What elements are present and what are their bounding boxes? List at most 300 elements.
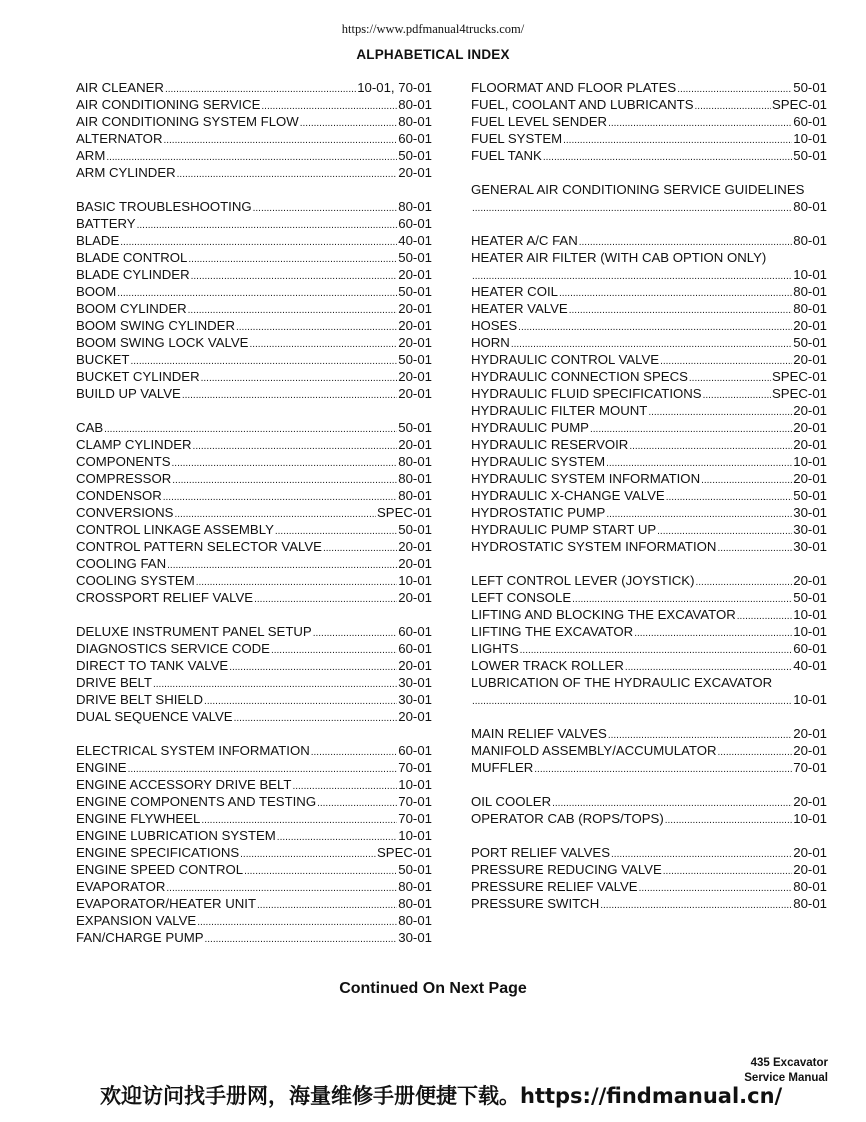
dot-leader xyxy=(236,317,397,334)
dot-leader xyxy=(717,742,792,759)
index-entry xyxy=(76,300,432,317)
index-entry-name: HYDRAULIC SYSTEM xyxy=(471,454,606,469)
dot-leader xyxy=(572,589,792,606)
index-entry-name: HYDRAULIC RESERVOIR xyxy=(471,437,629,452)
index-entry-page: 20-01 xyxy=(398,709,432,724)
dot-leader xyxy=(663,861,792,878)
index-entry xyxy=(76,572,432,589)
index-spacer xyxy=(471,827,827,844)
dot-leader xyxy=(677,79,792,96)
index-entry-page: 30-01 xyxy=(793,522,827,537)
index-entry xyxy=(471,606,827,623)
dot-leader xyxy=(131,351,398,368)
index-entry xyxy=(471,436,827,453)
index-entry xyxy=(471,878,827,895)
dot-leader xyxy=(695,96,771,113)
index-entry xyxy=(471,385,827,402)
dot-leader xyxy=(201,810,397,827)
dot-leader xyxy=(204,691,397,708)
index-entry xyxy=(76,79,432,96)
dot-leader xyxy=(271,640,397,657)
index-entry-name: DELUXE INSTRUMENT PANEL SETUP xyxy=(76,624,312,639)
dot-leader xyxy=(163,130,397,147)
index-entry-name: EVAPORATOR xyxy=(76,879,166,894)
index-entry-name: OPERATOR CAB (ROPS/TOPS) xyxy=(471,811,664,826)
dot-leader xyxy=(234,708,398,725)
index-entry-page: SPEC-01 xyxy=(772,369,827,384)
index-entry-name: CONDENSOR xyxy=(76,488,162,503)
index-entry-name: LIFTING THE EXCAVATOR xyxy=(471,624,634,639)
dot-leader xyxy=(275,521,397,538)
index-entry-name: DRIVE BELT SHIELD xyxy=(76,692,204,707)
dot-leader xyxy=(629,436,792,453)
index-spacer xyxy=(471,164,827,181)
index-entry-name: BOOM xyxy=(76,284,117,299)
index-entry-name: BLADE xyxy=(76,233,120,248)
index-entry-page: 10-01 xyxy=(793,454,827,469)
index-entry-name: MANIFOLD ASSEMBLY/ACCUMULATOR xyxy=(471,743,717,758)
dot-leader xyxy=(117,283,397,300)
index-entry xyxy=(76,113,432,130)
index-entry-name: ELECTRICAL SYSTEM INFORMATION xyxy=(76,743,310,758)
index-entry-page: 60-01 xyxy=(793,641,827,656)
index-entry-page: 10-01, 70-01 xyxy=(357,80,432,95)
index-entry xyxy=(76,317,432,334)
dot-leader xyxy=(606,453,792,470)
index-entry xyxy=(76,810,432,827)
index-entry-page: 10-01 xyxy=(793,131,827,146)
index-entry xyxy=(76,198,432,215)
index-entry-page: 20-01 xyxy=(398,556,432,571)
index-entry xyxy=(76,385,432,402)
dot-leader xyxy=(188,300,398,317)
index-entry-name: LIFTING AND BLOCKING THE EXCAVATOR xyxy=(471,607,736,622)
index-entry xyxy=(471,249,827,266)
index-entry-name: HYDRAULIC SYSTEM INFORMATION xyxy=(471,471,701,486)
index-entry xyxy=(471,266,827,283)
index-entry-name: HEATER COIL xyxy=(471,284,558,299)
index-entry-page: 20-01 xyxy=(793,743,827,758)
index-spacer xyxy=(76,606,432,623)
index-spacer xyxy=(471,555,827,572)
index-entry xyxy=(76,334,432,351)
index-entry-page: 30-01 xyxy=(398,692,432,707)
dot-leader xyxy=(559,283,792,300)
index-entry-name: HYDRAULIC FLUID SPECIFICATIONS xyxy=(471,386,702,401)
index-entry-name: CROSSPORT RELIEF VALVE xyxy=(76,590,254,605)
dot-leader xyxy=(703,385,771,402)
index-entry-page: 80-01 xyxy=(398,114,432,129)
index-entry xyxy=(76,453,432,470)
index-entry-name: HEATER A/C FAN xyxy=(471,233,578,248)
index-entry-name: AIR CONDITIONING SYSTEM FLOW xyxy=(76,114,299,129)
index-entry-name: BUILD UP VALVE xyxy=(76,386,181,401)
index-entry xyxy=(471,351,827,368)
dot-leader xyxy=(128,759,398,776)
index-entry-name: CONVERSIONS xyxy=(76,505,174,520)
index-entry xyxy=(471,861,827,878)
dot-leader xyxy=(665,810,793,827)
dot-leader xyxy=(253,198,398,215)
index-entry-name: HYDROSTATIC PUMP xyxy=(471,505,606,520)
index-entry-name: HYDRAULIC CONTROL VALVE xyxy=(471,352,660,367)
dot-leader xyxy=(660,351,792,368)
index-spacer xyxy=(76,725,432,742)
index-entry-page: 20-01 xyxy=(398,386,432,401)
index-entry xyxy=(471,725,827,742)
index-entry-name: COOLING SYSTEM xyxy=(76,573,195,588)
index-entry-page: 70-01 xyxy=(793,760,827,775)
index-entry-page: 80-01 xyxy=(398,97,432,112)
index-entry-name: BOOM SWING LOCK VALVE xyxy=(76,335,249,350)
index-entry xyxy=(471,657,827,674)
index-entry-name: FUEL, COOLANT AND LUBRICANTS xyxy=(471,97,694,112)
index-entry-page: 80-01 xyxy=(793,233,827,248)
index-entry xyxy=(76,419,432,436)
dot-leader xyxy=(249,334,397,351)
index-entry xyxy=(76,623,432,640)
index-entry-page: 20-01 xyxy=(398,318,432,333)
index-entry xyxy=(76,827,432,844)
index-entry-name: HYDRAULIC PUMP xyxy=(471,420,589,435)
index-entry-name: ENGINE COMPONENTS AND TESTING xyxy=(76,794,317,809)
index-entry-page: 80-01 xyxy=(398,488,432,503)
index-entry xyxy=(471,793,827,810)
index-entry xyxy=(471,674,827,691)
index-entry-page: 80-01 xyxy=(793,284,827,299)
index-entry-page: 60-01 xyxy=(793,114,827,129)
index-entry-name: BLADE CONTROL xyxy=(76,250,188,265)
index-entry-page: 10-01 xyxy=(793,811,827,826)
dot-leader xyxy=(657,521,792,538)
index-entry-page: 20-01 xyxy=(398,335,432,350)
dot-leader xyxy=(611,844,792,861)
index-entry xyxy=(76,96,432,113)
dot-leader xyxy=(534,759,792,776)
index-entry-page: SPEC-01 xyxy=(377,505,432,520)
index-entry-name: ENGINE FLYWHEEL xyxy=(76,811,201,826)
dot-leader xyxy=(165,79,356,96)
dot-leader xyxy=(254,589,397,606)
index-entry-name: OIL COOLER xyxy=(471,794,552,809)
download-banner: 欢迎访问找手册网，海量维修手册便捷下载。https://findmanual.cn/ xyxy=(100,1084,783,1108)
index-entry-page: 10-01 xyxy=(793,267,827,282)
index-entry-page: 20-01 xyxy=(793,318,827,333)
index-entry-name: HEATER VALVE xyxy=(471,301,568,316)
index-entry-page: 80-01 xyxy=(398,454,432,469)
dot-leader xyxy=(569,300,793,317)
index-entry-name: AIR CLEANER xyxy=(76,80,164,95)
index-entry xyxy=(471,589,827,606)
index-entry-page: 10-01 xyxy=(793,624,827,639)
index-entry-name: BUCKET xyxy=(76,352,130,367)
index-entry-name: FLOORMAT AND FLOOR PLATES xyxy=(471,80,677,95)
dot-leader xyxy=(317,793,397,810)
dot-leader xyxy=(625,657,792,674)
index-entry-page: 50-01 xyxy=(793,488,827,503)
index-entry-page: 70-01 xyxy=(398,811,432,826)
dot-leader xyxy=(177,164,398,181)
index-entry xyxy=(471,572,827,589)
index-entry-name: CLAMP CYLINDER xyxy=(76,437,192,452)
footer-model: 435 Excavator xyxy=(750,1057,828,1069)
dot-leader xyxy=(167,555,397,572)
index-entry xyxy=(76,487,432,504)
dot-leader xyxy=(188,249,397,266)
dot-leader xyxy=(174,504,376,521)
dot-leader xyxy=(191,266,398,283)
index-entry-page: 20-01 xyxy=(793,794,827,809)
index-entry xyxy=(471,623,827,640)
index-entry xyxy=(76,742,432,759)
index-entry-name: EXPANSION VALVE xyxy=(76,913,197,928)
index-entry-name: HYDRAULIC PUMP START UP xyxy=(471,522,657,537)
dot-leader xyxy=(163,487,398,504)
index-entry xyxy=(76,640,432,657)
index-entry-page: 70-01 xyxy=(398,794,432,809)
index-entry-name: FUEL LEVEL SENDER xyxy=(471,114,608,129)
index-entry-page: 30-01 xyxy=(793,505,827,520)
dot-leader xyxy=(472,198,792,215)
index-entry-page: 20-01 xyxy=(398,658,432,673)
dot-leader xyxy=(666,487,793,504)
index-entry xyxy=(76,589,432,606)
index-entry-page: 20-01 xyxy=(398,539,432,554)
index-entry-page: 50-01 xyxy=(398,148,432,163)
index-entry-page: SPEC-01 xyxy=(772,386,827,401)
page-title: ALPHABETICAL INDEX xyxy=(356,47,510,62)
dot-leader xyxy=(104,419,397,436)
dot-leader xyxy=(240,844,376,861)
index-entry-name: HORN xyxy=(471,335,510,350)
index-entry xyxy=(471,283,827,300)
index-entry-name: AIR CONDITIONING SERVICE xyxy=(76,97,261,112)
index-entry-name: ENGINE SPEED CONTROL xyxy=(76,862,244,877)
index-entry xyxy=(471,419,827,436)
footer-manual: Service Manual xyxy=(744,1072,828,1084)
index-entry-page: 80-01 xyxy=(398,199,432,214)
index-entry xyxy=(76,504,432,521)
index-spacer xyxy=(471,215,827,232)
index-entry-name: FUEL SYSTEM xyxy=(471,131,563,146)
dot-leader xyxy=(639,878,793,895)
index-entry-page: 10-01 xyxy=(793,607,827,622)
index-entry-name: CONTROL LINKAGE ASSEMBLY xyxy=(76,522,274,537)
dot-leader xyxy=(520,640,793,657)
index-entry xyxy=(76,266,432,283)
index-entry-name: HYDRAULIC CONNECTION SPECS xyxy=(471,369,688,384)
index-entry-page: 20-01 xyxy=(398,301,432,316)
index-entry xyxy=(471,130,827,147)
index-entry-page: 50-01 xyxy=(793,148,827,163)
dot-leader xyxy=(648,402,792,419)
index-entry-name: LUBRICATION OF THE HYDRAULIC EXCAVATOR xyxy=(471,675,773,690)
index-entry-name: BATTERY xyxy=(76,216,136,231)
dot-leader xyxy=(244,861,397,878)
index-entry-name: BOOM CYLINDER xyxy=(76,301,187,316)
dot-leader xyxy=(543,147,792,164)
dot-leader xyxy=(563,130,792,147)
index-entry xyxy=(471,300,827,317)
dot-leader xyxy=(737,606,792,623)
index-entry xyxy=(471,487,827,504)
index-entry xyxy=(471,844,827,861)
dot-leader xyxy=(261,96,397,113)
index-entry xyxy=(76,249,432,266)
dot-leader xyxy=(182,385,397,402)
index-entry-page: 10-01 xyxy=(793,692,827,707)
index-entry xyxy=(471,759,827,776)
index-entry-page: 20-01 xyxy=(398,369,432,384)
index-entry-page: 80-01 xyxy=(793,199,827,214)
dot-leader xyxy=(608,113,792,130)
index-entry xyxy=(76,232,432,249)
index-entry-name: LEFT CONTROL LEVER (JOYSTICK) xyxy=(471,573,695,588)
index-entry-name: ARM CYLINDER xyxy=(76,165,176,180)
index-entry xyxy=(76,878,432,895)
index-entry xyxy=(471,368,827,385)
index-entry-page: 80-01 xyxy=(793,301,827,316)
index-entry-page: 20-01 xyxy=(793,726,827,741)
dot-leader xyxy=(292,776,397,793)
index-entry-name: ENGINE LUBRICATION SYSTEM xyxy=(76,828,276,843)
index-entry-page: 50-01 xyxy=(398,420,432,435)
index-entry-name: COOLING FAN xyxy=(76,556,167,571)
index-entry-page: 70-01 xyxy=(398,760,432,775)
dot-leader xyxy=(120,232,397,249)
index-entry xyxy=(76,929,432,946)
dot-leader xyxy=(472,266,792,283)
index-entry-name: LOWER TRACK ROLLER xyxy=(471,658,624,673)
dot-leader xyxy=(205,929,398,946)
index-entry-name: CAB xyxy=(76,420,104,435)
index-entry-page: 50-01 xyxy=(398,522,432,537)
index-entry-page: 20-01 xyxy=(793,862,827,877)
dot-leader xyxy=(311,742,398,759)
index-entry-name: HYDRAULIC FILTER MOUNT xyxy=(471,403,648,418)
index-entry xyxy=(471,521,827,538)
index-entry xyxy=(76,776,432,793)
index-entry-name: HYDROSTATIC SYSTEM INFORMATION xyxy=(471,539,717,554)
index-entry-page: SPEC-01 xyxy=(772,97,827,112)
index-entry-page: SPEC-01 xyxy=(377,845,432,860)
continued-note: Continued On Next Page xyxy=(339,980,527,997)
index-entry-name: BASIC TROUBLESHOOTING xyxy=(76,199,252,214)
dot-leader xyxy=(172,453,398,470)
index-entry-page: 50-01 xyxy=(398,250,432,265)
index-entry xyxy=(471,895,827,912)
index-entry-page: 20-01 xyxy=(398,590,432,605)
index-entry-name: ARM xyxy=(76,148,106,163)
index-entry-page: 60-01 xyxy=(398,743,432,758)
dot-leader xyxy=(590,419,792,436)
index-column-left xyxy=(76,79,432,946)
index-spacer xyxy=(471,708,827,725)
dot-leader xyxy=(579,232,793,249)
index-entry-name: CONTROL PATTERN SELECTOR VALVE xyxy=(76,539,322,554)
index-entry-name: FUEL TANK xyxy=(471,148,542,163)
index-entry-name: DRIVE BELT xyxy=(76,675,152,690)
dot-leader xyxy=(197,912,397,929)
index-entry-page: 10-01 xyxy=(398,573,432,588)
index-entry xyxy=(471,742,827,759)
index-entry xyxy=(76,844,432,861)
index-entry-name: LEFT CONSOLE xyxy=(471,590,572,605)
dot-leader xyxy=(518,317,792,334)
index-entry-page: 60-01 xyxy=(398,641,432,656)
index-entry-page: 20-01 xyxy=(793,573,827,588)
dot-leader xyxy=(277,827,397,844)
index-entry-name: ENGINE xyxy=(76,760,127,775)
index-entry xyxy=(76,861,432,878)
index-entry xyxy=(471,538,827,555)
dot-leader xyxy=(696,572,793,589)
index-entry-page: 80-01 xyxy=(398,896,432,911)
dot-leader xyxy=(229,657,397,674)
index-entry xyxy=(76,470,432,487)
index-entry xyxy=(76,215,432,232)
index-entry-name: BOOM SWING CYLINDER xyxy=(76,318,235,333)
index-entry-name: DIAGNOSTICS SERVICE CODE xyxy=(76,641,270,656)
index-entry-page: 80-01 xyxy=(793,896,827,911)
index-entry xyxy=(471,96,827,113)
index-entry-page: 60-01 xyxy=(398,624,432,639)
source-url: https://www.pdfmanual4trucks.com/ xyxy=(341,22,525,36)
dot-leader xyxy=(201,368,398,385)
dot-leader xyxy=(634,623,792,640)
index-entry xyxy=(471,691,827,708)
index-entry-name: BUCKET CYLINDER xyxy=(76,369,200,384)
index-entry xyxy=(76,283,432,300)
index-entry xyxy=(76,351,432,368)
dot-leader xyxy=(193,436,398,453)
dot-leader xyxy=(511,334,792,351)
dot-leader xyxy=(606,504,792,521)
index-entry-page: 60-01 xyxy=(398,216,432,231)
index-entry-name: PRESSURE REDUCING VALVE xyxy=(471,862,662,877)
index-entry-name: DUAL SEQUENCE VALVE xyxy=(76,709,233,724)
dot-leader xyxy=(196,572,398,589)
index-entry-page: 20-01 xyxy=(793,437,827,452)
index-entry-page: 50-01 xyxy=(793,590,827,605)
index-entry xyxy=(76,555,432,572)
index-spacer xyxy=(76,402,432,419)
index-entry xyxy=(471,113,827,130)
index-entry xyxy=(471,453,827,470)
index-entry xyxy=(76,368,432,385)
index-entry xyxy=(471,402,827,419)
index-entry-name: DIRECT TO TANK VALVE xyxy=(76,658,229,673)
index-entry-name: PRESSURE SWITCH xyxy=(471,896,600,911)
index-entry xyxy=(471,232,827,249)
index-entry-name: COMPRESSOR xyxy=(76,471,172,486)
index-entry xyxy=(471,810,827,827)
index-entry-name: PRESSURE RELIEF VALVE xyxy=(471,879,638,894)
index-entry xyxy=(76,674,432,691)
index-entry-name: GENERAL AIR CONDITIONING SERVICE GUIDELINES xyxy=(471,182,805,197)
index-entry xyxy=(76,538,432,555)
dot-leader xyxy=(313,623,398,640)
index-entry xyxy=(76,759,432,776)
index-entry xyxy=(76,436,432,453)
index-entry xyxy=(471,181,827,198)
index-entry-page: 80-01 xyxy=(398,879,432,894)
dot-leader xyxy=(600,895,792,912)
index-entry-page: 30-01 xyxy=(398,675,432,690)
index-entry-page: 20-01 xyxy=(793,420,827,435)
index-entry xyxy=(76,895,432,912)
index-column-right xyxy=(471,79,827,912)
